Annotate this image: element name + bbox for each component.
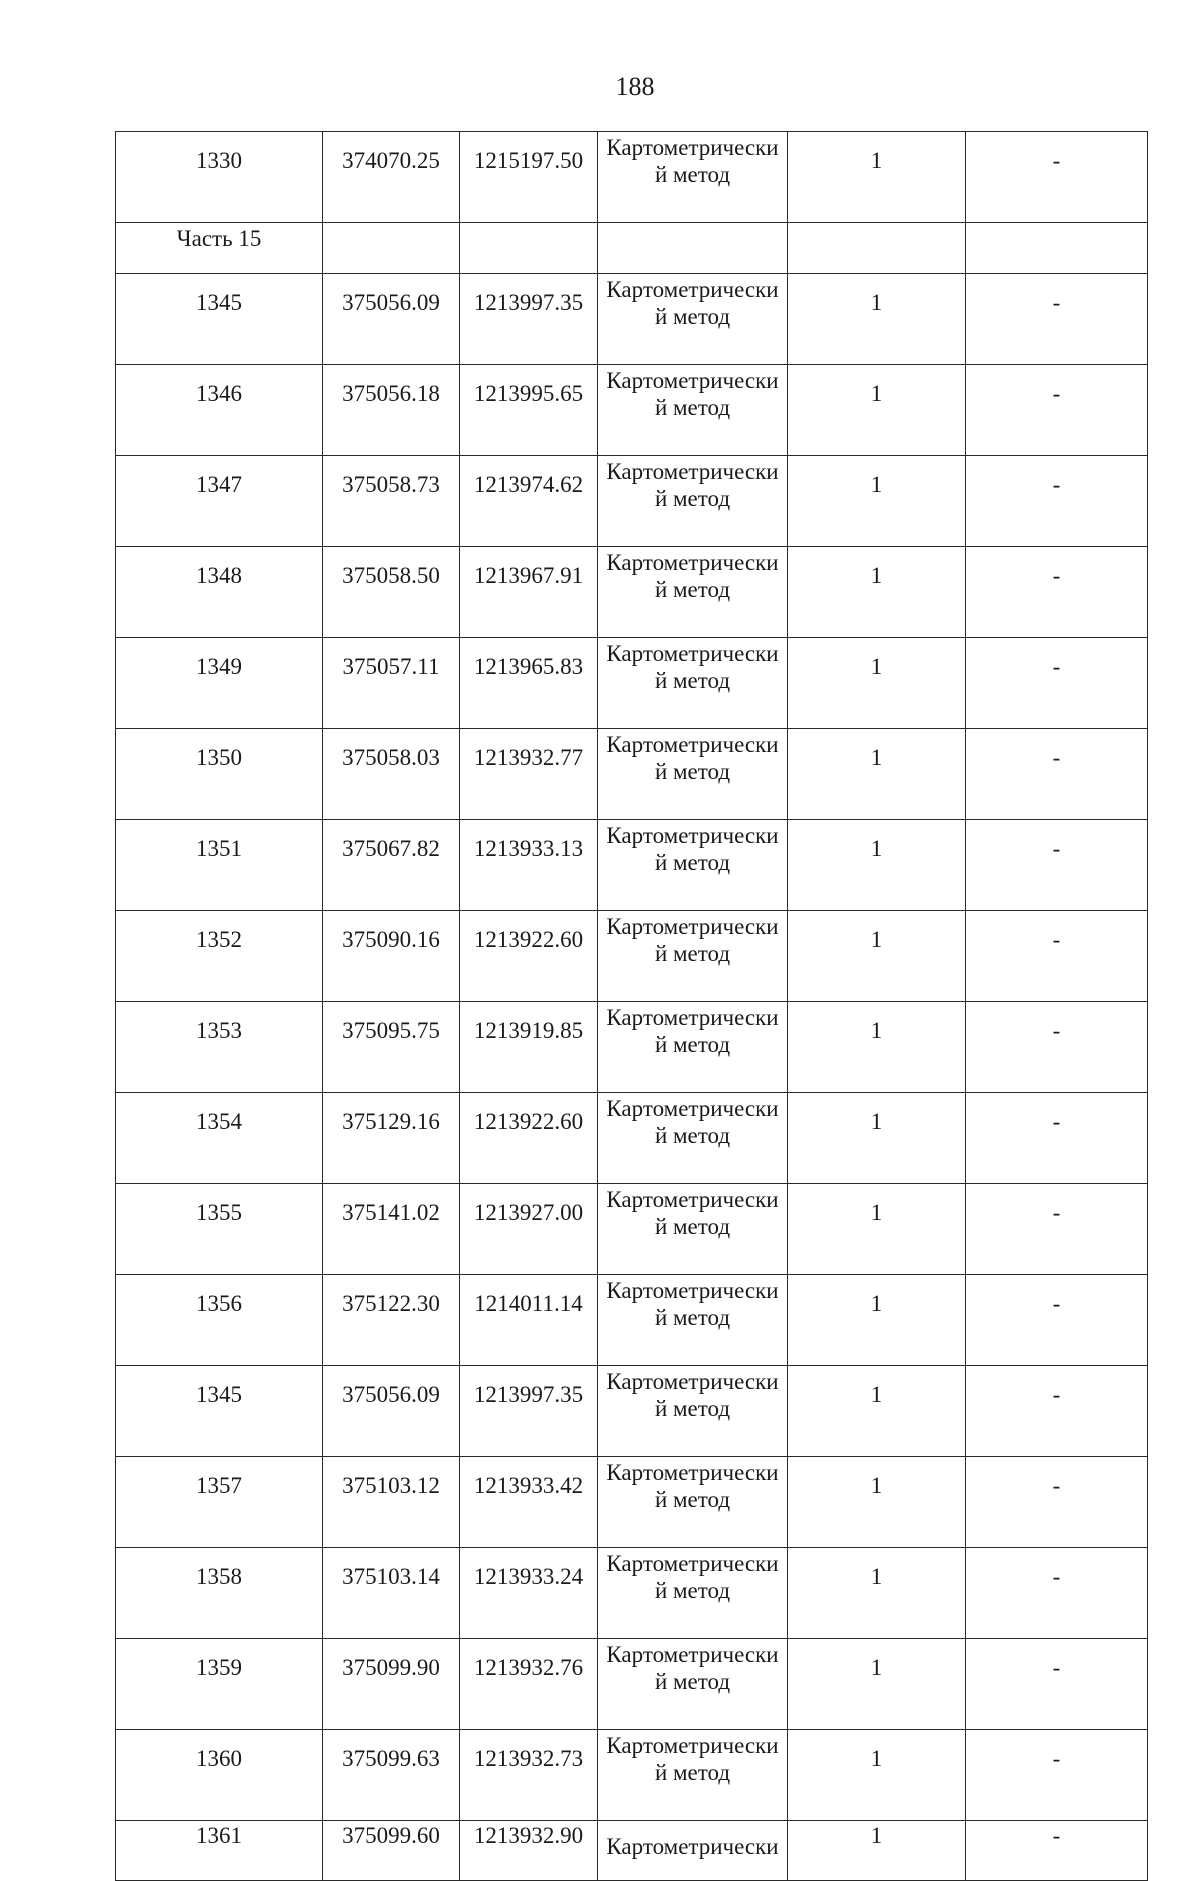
table-row (116, 1730, 1148, 1821)
table-row (116, 547, 1148, 638)
table-row (116, 1548, 1148, 1639)
method-cell: Картометрически й метод (598, 365, 788, 456)
x-coordinate-cell: 375067.82 (323, 820, 460, 911)
y-coordinate-cell: 1213932.77 (460, 729, 598, 820)
point-number-cell: 1345 (116, 1366, 323, 1457)
accuracy-cell: 1 (788, 1821, 966, 1881)
description-cell: - (966, 1366, 1148, 1457)
method-cell: Картометрически й метод (598, 729, 788, 820)
y-coordinate-cell: 1213933.24 (460, 1548, 598, 1639)
description-cell: - (966, 132, 1148, 223)
empty-cell (788, 223, 966, 274)
point-number-cell: 1354 (116, 1093, 323, 1184)
accuracy-cell: 1 (788, 456, 966, 547)
point-number-cell: 1346 (116, 365, 323, 456)
accuracy-cell: 1 (788, 132, 966, 223)
point-number-cell: 1350 (116, 729, 323, 820)
table-row (116, 1457, 1148, 1548)
point-number-cell: 1351 (116, 820, 323, 911)
x-coordinate-cell: 375122.30 (323, 1275, 460, 1366)
x-coordinate-cell: 375056.09 (323, 1366, 460, 1457)
description-cell: - (966, 274, 1148, 365)
accuracy-cell: 1 (788, 1093, 966, 1184)
point-number-cell: 1330 (116, 132, 323, 223)
point-number-cell: 1359 (116, 1639, 323, 1730)
description-cell: - (966, 729, 1148, 820)
method-cell: Картометрически (598, 1821, 788, 1881)
table-row (116, 274, 1148, 365)
method-cell: Картометрически й метод (598, 132, 788, 223)
x-coordinate-cell: 375099.63 (323, 1730, 460, 1821)
accuracy-cell: 1 (788, 1002, 966, 1093)
description-cell: - (966, 1730, 1148, 1821)
empty-cell (598, 223, 788, 274)
table-row (116, 820, 1148, 911)
y-coordinate-cell: 1213967.91 (460, 547, 598, 638)
x-coordinate-cell: 375056.18 (323, 365, 460, 456)
description-cell: - (966, 1457, 1148, 1548)
description-cell: - (966, 638, 1148, 729)
empty-cell (460, 223, 598, 274)
description-cell: - (966, 911, 1148, 1002)
description-cell: - (966, 1093, 1148, 1184)
y-coordinate-cell: 1213995.65 (460, 365, 598, 456)
x-coordinate-cell: 375056.09 (323, 274, 460, 365)
x-coordinate-cell: 375129.16 (323, 1093, 460, 1184)
accuracy-cell: 1 (788, 274, 966, 365)
point-number-cell: 1352 (116, 911, 323, 1002)
table-row (116, 911, 1148, 1002)
accuracy-cell: 1 (788, 1457, 966, 1548)
method-cell: Картометрически й метод (598, 1639, 788, 1730)
x-coordinate-cell: 375099.90 (323, 1639, 460, 1730)
accuracy-cell: 1 (788, 1366, 966, 1457)
description-cell: - (966, 1002, 1148, 1093)
table-row (116, 365, 1148, 456)
point-number-cell: 1355 (116, 1184, 323, 1275)
method-cell: Картометрически й метод (598, 1002, 788, 1093)
description-cell: - (966, 547, 1148, 638)
x-coordinate-cell: 374070.25 (323, 132, 460, 223)
x-coordinate-cell: 375090.16 (323, 911, 460, 1002)
description-cell: - (966, 1639, 1148, 1730)
x-coordinate-cell: 375095.75 (323, 1002, 460, 1093)
table-row (116, 1366, 1148, 1457)
x-coordinate-cell: 375057.11 (323, 638, 460, 729)
accuracy-cell: 1 (788, 1730, 966, 1821)
description-cell: - (966, 1275, 1148, 1366)
table-row (116, 456, 1148, 547)
x-coordinate-cell: 375058.03 (323, 729, 460, 820)
y-coordinate-cell: 1213922.60 (460, 1093, 598, 1184)
table-row (116, 1275, 1148, 1366)
coordinates-table (115, 131, 1148, 1881)
description-cell: - (966, 1821, 1148, 1881)
empty-cell (323, 223, 460, 274)
method-cell: Картометрически й метод (598, 547, 788, 638)
method-cell: Картометрически й метод (598, 274, 788, 365)
table-row (116, 729, 1148, 820)
method-cell: Картометрически й метод (598, 456, 788, 547)
x-coordinate-cell: 375103.12 (323, 1457, 460, 1548)
y-coordinate-cell: 1213933.13 (460, 820, 598, 911)
section-row (116, 223, 1148, 274)
y-coordinate-cell: 1213933.42 (460, 1457, 598, 1548)
table-row (116, 1184, 1148, 1275)
point-number-cell: 1349 (116, 638, 323, 729)
section-label: Часть 15 (116, 223, 323, 274)
method-cell: Картометрически й метод (598, 1093, 788, 1184)
method-cell: Картометрически й метод (598, 1730, 788, 1821)
point-number-cell: 1345 (116, 274, 323, 365)
method-cell: Картометрически й метод (598, 638, 788, 729)
accuracy-cell: 1 (788, 1548, 966, 1639)
accuracy-cell: 1 (788, 911, 966, 1002)
table-row (116, 1002, 1148, 1093)
y-coordinate-cell: 1213974.62 (460, 456, 598, 547)
point-number-cell: 1357 (116, 1457, 323, 1548)
description-cell: - (966, 1184, 1148, 1275)
y-coordinate-cell: 1213965.83 (460, 638, 598, 729)
x-coordinate-cell: 375058.50 (323, 547, 460, 638)
point-number-cell: 1361 (116, 1821, 323, 1881)
point-number-cell: 1348 (116, 547, 323, 638)
table-row (116, 1639, 1148, 1730)
point-number-cell: 1358 (116, 1548, 323, 1639)
description-cell: - (966, 365, 1148, 456)
method-cell: Картометрически й метод (598, 1457, 788, 1548)
accuracy-cell: 1 (788, 1639, 966, 1730)
method-cell: Картометрически й метод (598, 911, 788, 1002)
accuracy-cell: 1 (788, 638, 966, 729)
y-coordinate-cell: 1213932.90 (460, 1821, 598, 1881)
description-cell: - (966, 456, 1148, 547)
x-coordinate-cell: 375058.73 (323, 456, 460, 547)
table-row (116, 638, 1148, 729)
method-cell: Картометрически й метод (598, 1275, 788, 1366)
y-coordinate-cell: 1213922.60 (460, 911, 598, 1002)
y-coordinate-cell: 1213932.73 (460, 1730, 598, 1821)
y-coordinate-cell: 1213997.35 (460, 274, 598, 365)
point-number-cell: 1356 (116, 1275, 323, 1366)
page-number: 188 (615, 72, 655, 101)
coordinates-table-body (116, 132, 1148, 1881)
accuracy-cell: 1 (788, 820, 966, 911)
accuracy-cell: 1 (788, 1184, 966, 1275)
y-coordinate-cell: 1213927.00 (460, 1184, 598, 1275)
y-coordinate-cell: 1215197.50 (460, 132, 598, 223)
accuracy-cell: 1 (788, 729, 966, 820)
description-cell: - (966, 820, 1148, 911)
accuracy-cell: 1 (788, 547, 966, 638)
accuracy-cell: 1 (788, 365, 966, 456)
y-coordinate-cell: 1213932.76 (460, 1639, 598, 1730)
x-coordinate-cell: 375141.02 (323, 1184, 460, 1275)
point-number-cell: 1353 (116, 1002, 323, 1093)
table-row (116, 1093, 1148, 1184)
method-cell: Картометрически й метод (598, 1548, 788, 1639)
table-row (116, 1821, 1148, 1881)
description-cell: - (966, 1548, 1148, 1639)
y-coordinate-cell: 1213997.35 (460, 1366, 598, 1457)
point-number-cell: 1347 (116, 456, 323, 547)
table-row (116, 132, 1148, 223)
accuracy-cell: 1 (788, 1275, 966, 1366)
point-number-cell: 1360 (116, 1730, 323, 1821)
x-coordinate-cell: 375099.60 (323, 1821, 460, 1881)
method-cell: Картометрически й метод (598, 1184, 788, 1275)
method-cell: Картометрически й метод (598, 1366, 788, 1457)
empty-cell (966, 223, 1148, 274)
y-coordinate-cell: 1213919.85 (460, 1002, 598, 1093)
method-cell: Картометрически й метод (598, 820, 788, 911)
x-coordinate-cell: 375103.14 (323, 1548, 460, 1639)
y-coordinate-cell: 1214011.14 (460, 1275, 598, 1366)
